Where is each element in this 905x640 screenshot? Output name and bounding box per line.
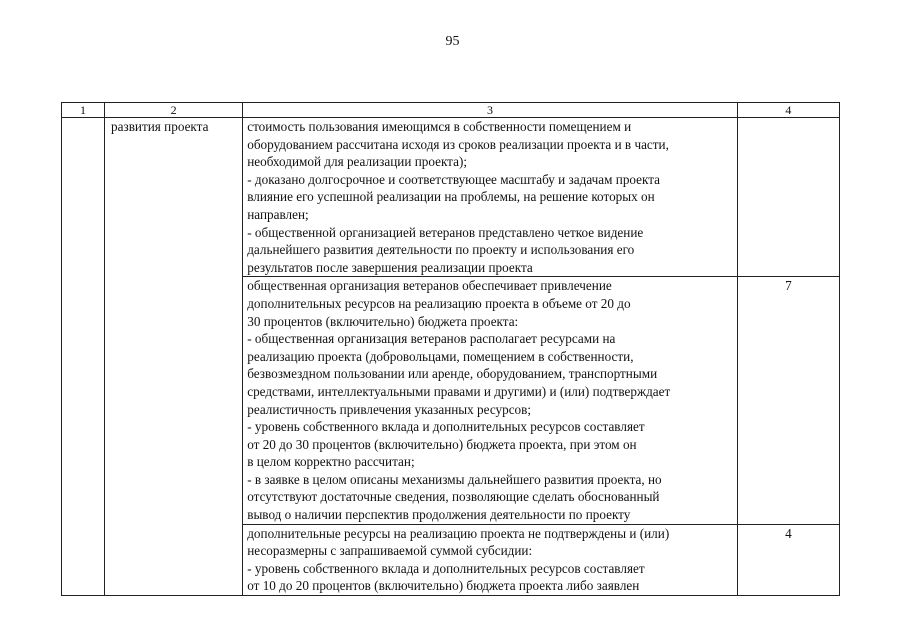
criterion-cell bbox=[105, 118, 243, 596]
text-line: реализацию проекта (добровольцами, помещением в собственности, bbox=[247, 348, 634, 364]
score-cell bbox=[737, 524, 839, 595]
text-line: дальнейшего развития деятельности по проекту и использования его bbox=[247, 242, 635, 258]
description-text bbox=[243, 525, 737, 595]
text-line: 30 процентов (включительно) бюджета проекта: bbox=[247, 313, 519, 329]
description-text bbox=[243, 118, 737, 276]
text-line: - в заявке в целом описаны механизмы дальнейшего развития проекта, но bbox=[247, 471, 662, 487]
column-header: 1 bbox=[62, 103, 105, 118]
text-line: - общественной организацией ветеранов представлено четкое видение bbox=[247, 224, 644, 240]
score-cell bbox=[737, 118, 839, 277]
text-line: дополнительных ресурсов на реализацию проекта в объеме от 20 до bbox=[247, 295, 631, 311]
score-cell bbox=[737, 277, 839, 524]
text-line: реалистичность привлечения указанных ресурсов; bbox=[247, 401, 532, 417]
page-number: 95 bbox=[445, 34, 460, 49]
text-line: направлен; bbox=[247, 206, 309, 222]
text-line: оборудованием рассчитана исходя из сроков реализации проекта и в части, bbox=[247, 136, 669, 152]
text-line: необходимой для реализации проекта); bbox=[247, 154, 468, 170]
criterion-label: развития проекта bbox=[111, 119, 209, 134]
text-line: дополнительные ресурсы на реализацию проекта не подтверждены и (или) bbox=[247, 525, 670, 541]
number-cell bbox=[62, 118, 105, 596]
table-header-row bbox=[62, 103, 840, 118]
text-line: от 10 до 20 процентов (включительно) бюджета проекта либо заявлен bbox=[247, 578, 640, 594]
text-line: - уровень собственного вклада и дополнительных ресурсов составляет bbox=[247, 560, 645, 576]
text-line: - общественная организация ветеранов располагает ресурсами на bbox=[247, 331, 616, 347]
text-line: от 20 до 30 процентов (включительно) бюджета проекта, при этом он bbox=[247, 436, 637, 452]
text-line: безвозмездном пользовании или аренде, оборудованием, транспортными bbox=[247, 366, 658, 382]
criteria-table bbox=[61, 102, 840, 596]
column-header: 2 bbox=[105, 103, 243, 118]
score-value: 7 bbox=[785, 278, 792, 294]
score-value: 4 bbox=[785, 525, 792, 541]
text-line: результатов после завершения реализации проекта bbox=[247, 259, 533, 275]
text-line: - доказано долгосрочное и соответствующее масштабу и задачам проекта bbox=[247, 171, 661, 187]
text-line: вывод о наличии перспектив продолжения деятельности по проекту bbox=[247, 507, 631, 523]
text-line: стоимость пользования имеющимся в собственности помещением и bbox=[247, 119, 632, 134]
text-line: влияние его успешной реализации на проблемы, на решение которых он bbox=[247, 189, 655, 205]
column-header: 4 bbox=[737, 103, 839, 118]
table-row bbox=[62, 118, 840, 277]
description-text bbox=[243, 277, 737, 523]
column-header: 3 bbox=[243, 103, 738, 118]
text-line: общественная организация ветеранов обеспечивает привлечение bbox=[247, 278, 612, 294]
description-cell bbox=[243, 524, 738, 595]
text-line: несоразмерны с запрашиваемой суммой субсидии: bbox=[247, 543, 533, 559]
text-line: средствами, интеллектуальными правами и другими) и (или) подтверждает bbox=[247, 383, 671, 399]
description-cell bbox=[243, 118, 738, 277]
description-cell bbox=[243, 277, 738, 524]
text-line: - уровень собственного вклада и дополнительных ресурсов составляет bbox=[247, 419, 645, 435]
text-line: отсутствуют достаточные сведения, позволяющие сделать обоснованный bbox=[247, 489, 660, 505]
text-line: в целом корректно рассчитан; bbox=[247, 454, 415, 470]
